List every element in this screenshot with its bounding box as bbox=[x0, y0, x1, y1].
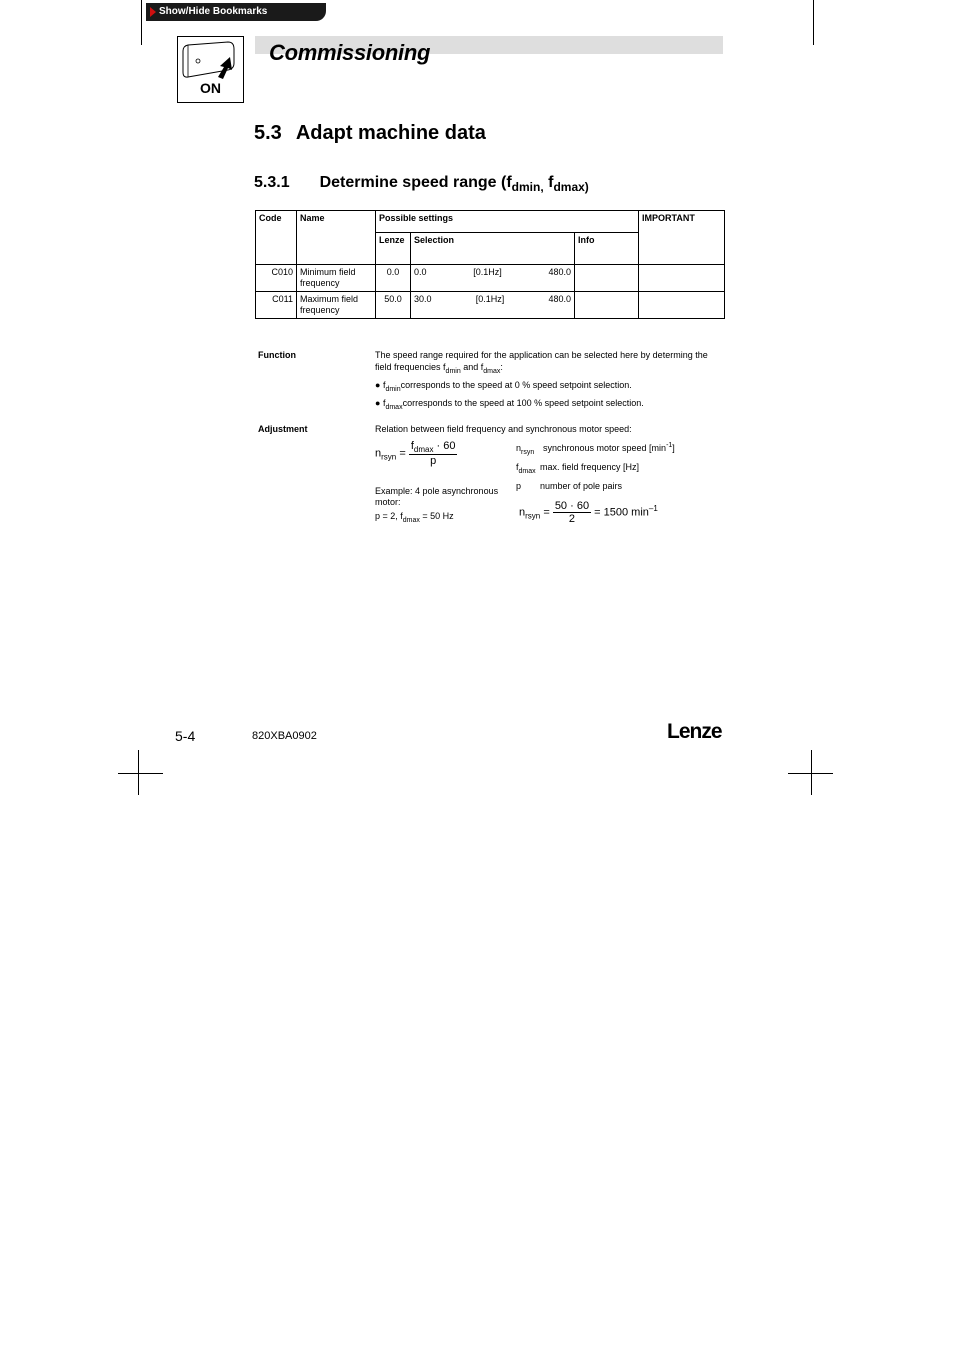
text: f bbox=[516, 461, 519, 472]
power-switch-icon-box bbox=[177, 36, 244, 103]
text: synchronous motor speed [min bbox=[543, 443, 667, 453]
cell-name: Maximum field frequency bbox=[297, 292, 376, 319]
subsection-sub-dmax: dmax) bbox=[553, 180, 589, 195]
header-selection: Selection bbox=[411, 233, 575, 265]
text: = 50 Hz bbox=[419, 511, 454, 521]
selection-max: 480.0 bbox=[548, 294, 571, 304]
selection-max: 480.0 bbox=[548, 267, 571, 277]
cell-info bbox=[575, 292, 639, 319]
example-text bbox=[375, 486, 498, 526]
sub: dmax bbox=[413, 445, 434, 455]
selection-min: 30.0 bbox=[414, 294, 432, 304]
table-row bbox=[256, 265, 725, 292]
example-line1: Example: 4 pole asynchronous bbox=[375, 486, 499, 496]
cell-code: C010 bbox=[256, 265, 297, 292]
cell-info bbox=[575, 265, 639, 292]
selection-unit: [0.1Hz] bbox=[473, 267, 502, 277]
sub: dmax bbox=[385, 403, 403, 411]
selection-unit: [0.1Hz] bbox=[475, 294, 505, 304]
legend-row bbox=[516, 460, 675, 479]
text: corresponds to the speed at 0 % speed setpoint selection. bbox=[400, 379, 632, 390]
formula-lhs-sub: rsyn bbox=[525, 511, 541, 521]
adjustment-intro: Relation between field frequency and synchronous motor speed: bbox=[375, 424, 632, 434]
speed-formula bbox=[375, 440, 457, 467]
header-important: IMPORTANT bbox=[639, 211, 725, 265]
legend-row bbox=[516, 439, 675, 460]
function-label: Function bbox=[258, 350, 296, 360]
bookmarks-button-label: Show/Hide Bookmarks bbox=[159, 6, 268, 17]
text: corresponds to the speed at 100 % speed setpoint selection. bbox=[402, 397, 644, 408]
formula-numerator bbox=[409, 440, 458, 455]
example-denominator: 2 bbox=[568, 513, 575, 525]
parameter-table bbox=[255, 210, 725, 319]
formula-lhs: n bbox=[375, 447, 382, 460]
text: p bbox=[516, 480, 522, 491]
section-title: Adapt machine data bbox=[295, 122, 486, 144]
text: f bbox=[382, 379, 386, 390]
subsection-mid: f bbox=[543, 174, 554, 191]
legend-row bbox=[516, 479, 675, 493]
cell-important bbox=[639, 292, 725, 319]
text: f bbox=[410, 440, 414, 452]
cell-selection bbox=[411, 292, 575, 319]
example-result-sup: –1 bbox=[648, 503, 658, 513]
adjustment-label: Adjustment bbox=[258, 424, 308, 434]
sub: dmin bbox=[445, 367, 461, 375]
text: and f bbox=[460, 362, 484, 372]
crop-mark bbox=[788, 773, 833, 774]
example-formula bbox=[519, 500, 658, 525]
bullet-icon: ● bbox=[375, 397, 383, 408]
chapter-title: Commissioning bbox=[269, 40, 431, 65]
cell-code: C011 bbox=[256, 292, 297, 319]
example-numerator: 50 · 60 bbox=[554, 500, 590, 512]
table-row bbox=[256, 292, 725, 319]
sub: rsyn bbox=[521, 448, 535, 456]
sub: dmin bbox=[385, 385, 401, 393]
lenze-logo: Lenze bbox=[667, 720, 722, 743]
text: ] bbox=[672, 443, 675, 453]
document-number: 820XBA0902 bbox=[252, 730, 317, 742]
subsection-heading bbox=[254, 174, 589, 194]
formula-eq2: = bbox=[594, 506, 601, 519]
subsection-sub-dmin: dmin, bbox=[511, 180, 544, 195]
on-label: ON bbox=[200, 80, 221, 96]
red-triangle-icon bbox=[150, 7, 156, 17]
text: · 60 bbox=[433, 440, 456, 452]
formula-fraction bbox=[409, 440, 458, 467]
crop-mark bbox=[141, 0, 142, 45]
example-line2: motor: bbox=[375, 497, 401, 507]
text: : bbox=[500, 362, 503, 372]
header-info: Info bbox=[575, 233, 639, 265]
text: n bbox=[516, 443, 522, 453]
example-result: 1500 min bbox=[603, 506, 649, 519]
selection-min: 0.0 bbox=[414, 267, 427, 277]
section-heading bbox=[254, 122, 486, 145]
formula-lhs-sub: rsyn bbox=[381, 452, 397, 462]
formula-legend bbox=[516, 439, 675, 493]
cell-important bbox=[639, 265, 725, 292]
formula-eq: = bbox=[399, 447, 406, 460]
text: number of pole pairs bbox=[540, 480, 623, 491]
text: field frequencies f bbox=[375, 362, 446, 372]
header-code: Code bbox=[256, 211, 297, 265]
cell-name: Minimum field frequency bbox=[297, 265, 376, 292]
page-number: 5-4 bbox=[175, 728, 196, 744]
bullet-icon: ● bbox=[375, 379, 383, 390]
show-hide-bookmarks-button[interactable] bbox=[146, 3, 326, 21]
formula-eq: = bbox=[543, 506, 550, 519]
sub: dmax bbox=[518, 467, 536, 475]
header-name: Name bbox=[297, 211, 376, 265]
text: f bbox=[382, 397, 386, 408]
cell-lenze: 50.0 bbox=[376, 292, 411, 319]
section-number: 5.3 bbox=[254, 122, 282, 144]
subsection-title: Determine speed range (f bbox=[319, 174, 512, 191]
text: max. field frequency [Hz] bbox=[540, 461, 640, 472]
sub: dmax bbox=[483, 367, 501, 375]
sup: -1 bbox=[666, 442, 673, 449]
example-line3 bbox=[375, 511, 498, 526]
crop-mark bbox=[118, 773, 163, 774]
sub: dmax bbox=[402, 516, 420, 524]
header-lenze: Lenze bbox=[376, 233, 411, 265]
power-switch-icon bbox=[178, 37, 243, 82]
cell-selection bbox=[411, 265, 575, 292]
function-bullet2 bbox=[375, 397, 725, 414]
function-line2 bbox=[375, 361, 725, 378]
function-bullet1 bbox=[375, 379, 725, 396]
function-line1: The speed range required for the application can be selected here by determing the bbox=[375, 350, 708, 360]
subsection-number: 5.3.1 bbox=[254, 174, 290, 191]
header-possible-settings: Possible settings bbox=[376, 211, 639, 233]
function-text bbox=[375, 349, 725, 413]
formula-denominator: p bbox=[430, 455, 437, 468]
crop-mark bbox=[813, 0, 814, 45]
example-fraction bbox=[553, 500, 591, 525]
cell-lenze: 0.0 bbox=[376, 265, 411, 292]
text: p = 2, f bbox=[375, 511, 403, 521]
formula-lhs: n bbox=[519, 506, 526, 519]
